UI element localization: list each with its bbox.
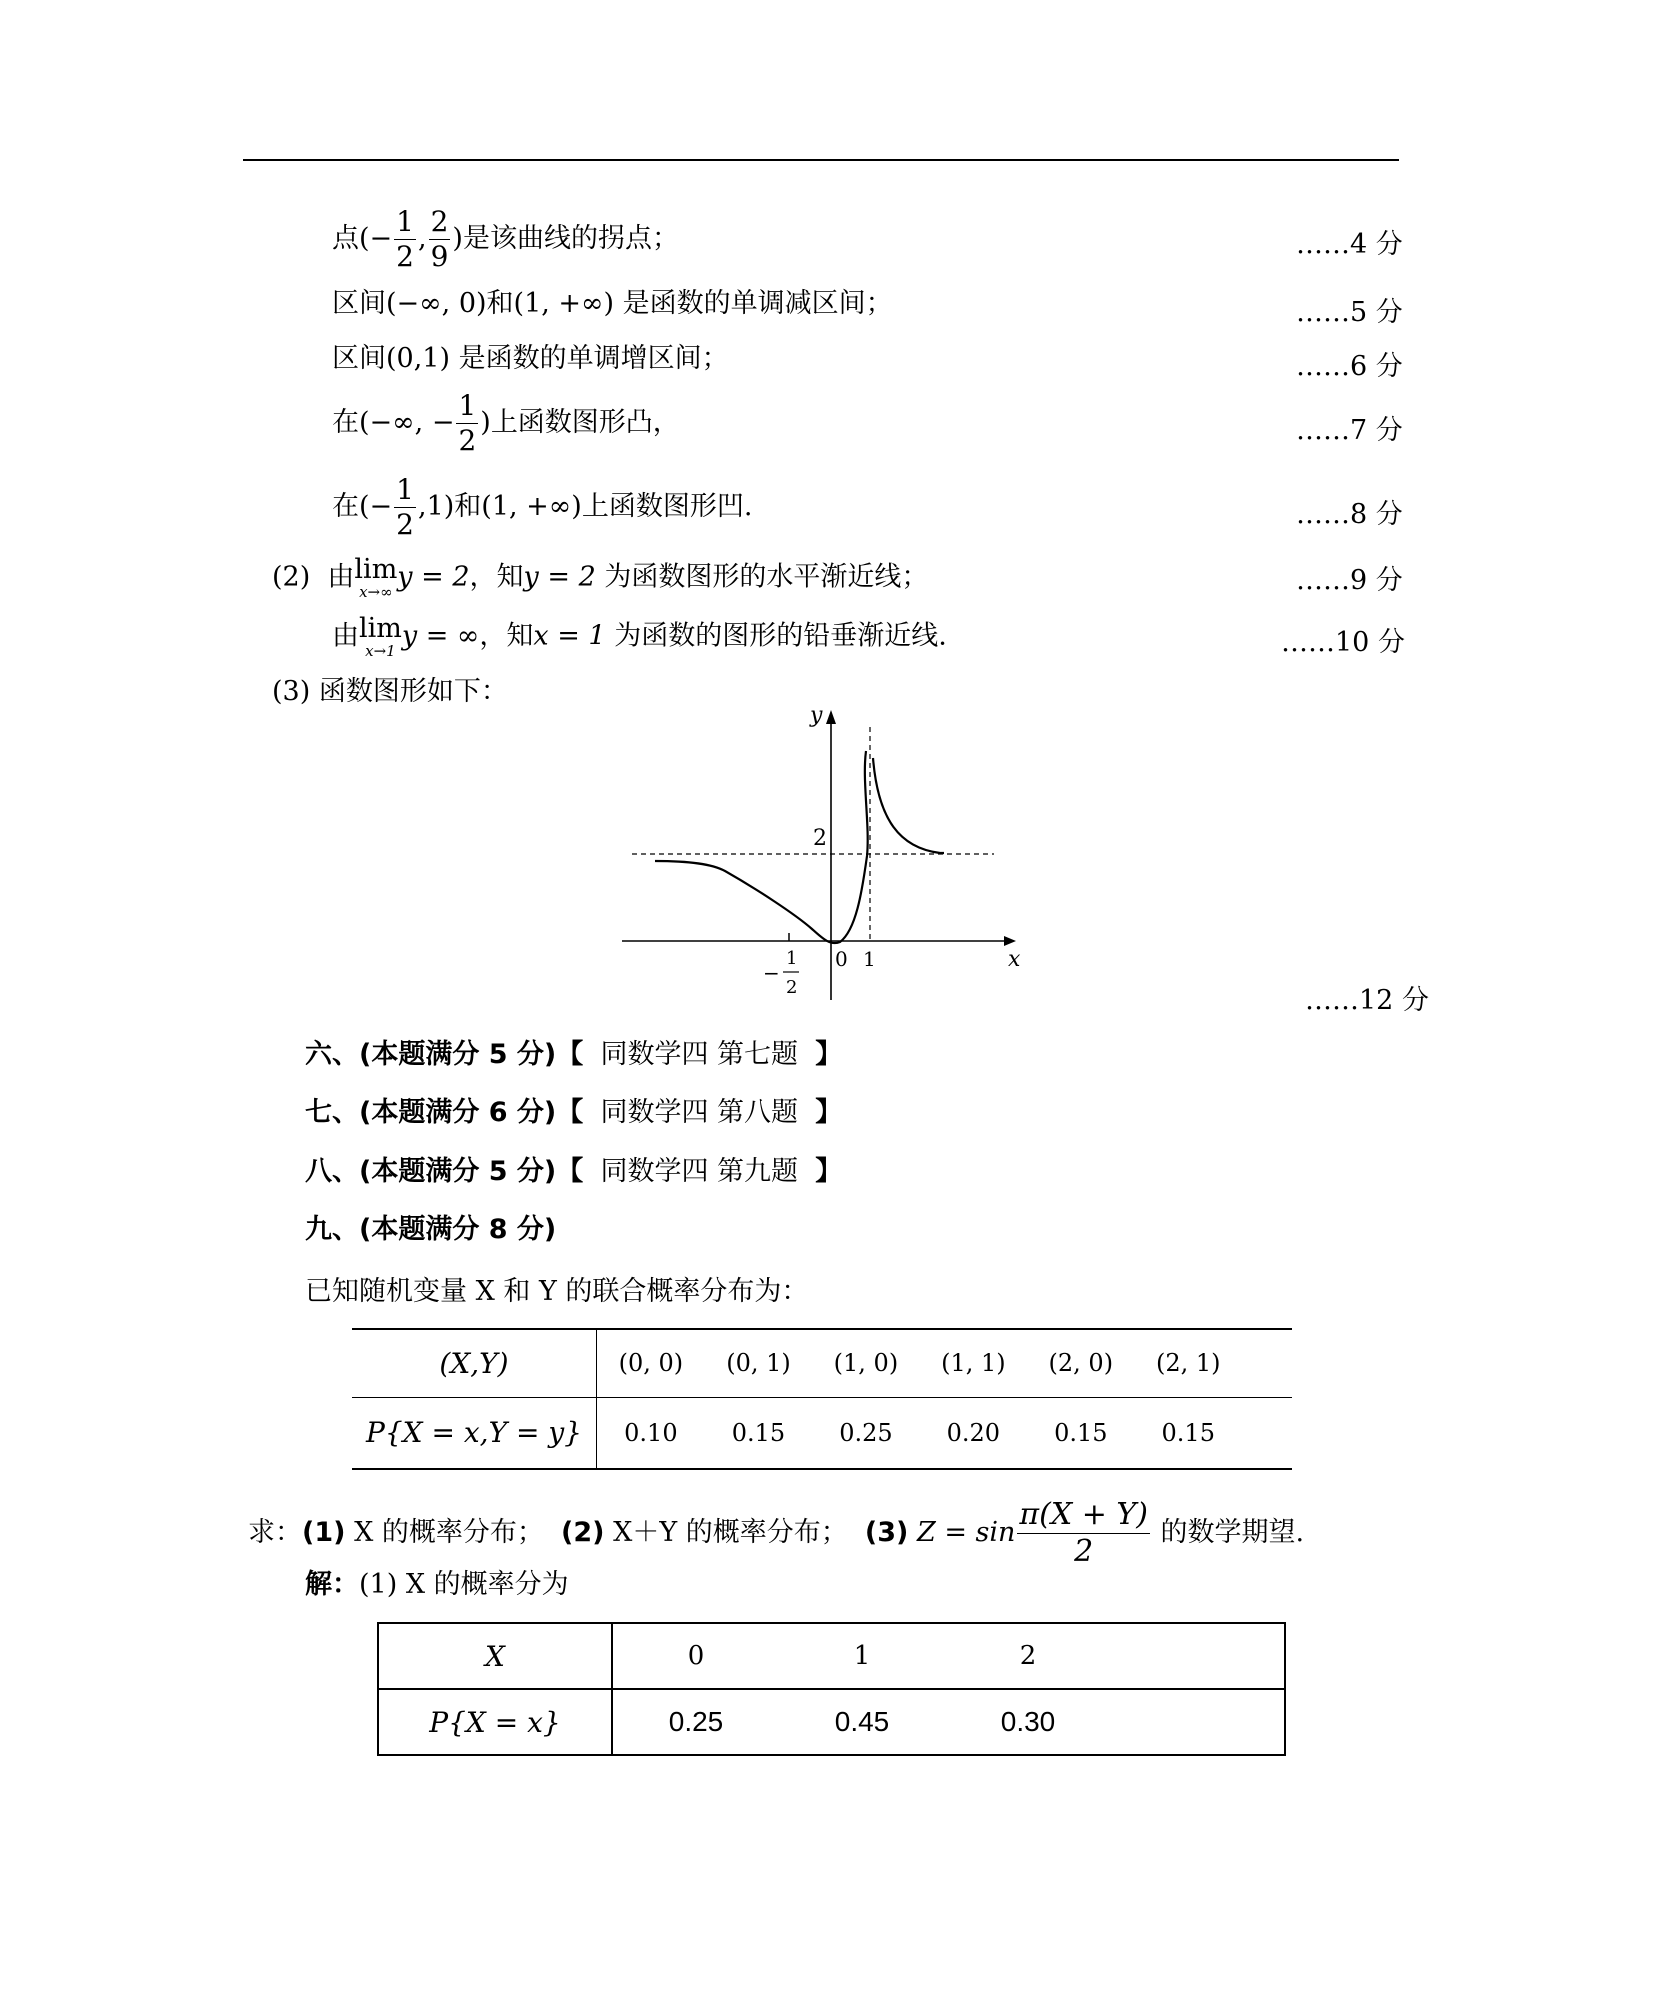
table-row [352,1397,1292,1469]
joint-header-cell: (2, 0) [1048,1349,1114,1378]
increasing-interval-line: 区间(0,1) 是函数的单调增区间； [332,343,729,374]
fraction-half: $\frac{1}{2}$ [396,473,414,541]
score-12: ……12 分 [1305,985,1429,1016]
joint-value-cell: 0.25 [839,1418,893,1447]
table-row [352,1329,1292,1397]
section-nine: 九、(本题满分 8 分) [305,1214,557,1245]
joint-value-cell: 0.10 [624,1418,678,1447]
problem-intro: 已知随机变量 X 和 Y 的联合概率分布为： [305,1276,809,1307]
joint-header-cell: (1, 0) [833,1349,899,1378]
joint-header-label: (X,Y) [352,1329,597,1397]
horizontal-asymptote-line: (2) 由 lim x→∞ y = 2，知y = 2 为函数图形的水平渐近线； [272,554,929,601]
score-8: ……8 分 [1296,499,1403,530]
table-row [378,1623,1285,1689]
marginal-header-cell: 1 [853,1641,871,1671]
fraction-two-ninths: $\frac{2}{9}$ [430,205,449,273]
neg-half-minus: − [763,961,780,985]
convex-line: 在(−∞, − $\frac{1}{2}$ )上函数图形凸， [332,389,680,457]
joint-header-cell: (0, 1) [726,1349,791,1378]
left-branch-curve [655,751,868,943]
y-axis-arrow [826,710,836,724]
marginal-header-label: X [378,1623,612,1689]
score-10: ……10 分 [1281,627,1405,658]
vertical-asymptote-line: 由 lim x→1 y = ∞，知x = 1 为函数的图形的铅垂渐近线. [332,613,947,660]
table-row [378,1689,1285,1755]
graph-intro-line: (3) 函数图形如下： [272,676,508,707]
joint-value-cell: 0.15 [1161,1418,1215,1447]
marginal-value-cell: 0.30 [1000,1706,1056,1737]
fraction-pi-x-plus-y: $\frac{\pi(X + Y)}{2}$ [1019,1497,1148,1569]
fraction-half: $\frac{1}{2}$ [458,389,477,457]
joint-header-cell: (2, 1) [1155,1349,1221,1378]
header-rule [243,159,1399,161]
right-branch-curve [873,758,944,853]
joint-value-cell: 0.20 [946,1418,1001,1447]
limit-expression: lim x→∞ [354,554,398,601]
x-axis-arrow [1004,936,1016,946]
marginal-value-cell: 0.45 [834,1706,890,1737]
neg-half-denominator: 2 [786,977,798,998]
origin-label: 0 [835,947,848,971]
solution-line: 解：(1) X 的概率分为 [305,1569,569,1600]
score-4: ……4 分 [1296,229,1403,260]
score-9: ……9 分 [1296,565,1403,596]
x-tick-label-1: 1 [863,947,876,971]
marginal-value-cell: 0.25 [668,1706,724,1737]
section-eight: 八、(本题满分 5 分)【 同数学四 第九题 】 [305,1156,843,1187]
score-7: ……7 分 [1296,415,1403,446]
limit-expression: lim x→1 [359,613,402,660]
joint-value-cell: 0.15 [731,1418,786,1447]
neg-half-numerator: 1 [786,948,798,969]
inflection-point-line: 点(− $\frac{1}{2}$ , $\frac{2}{9}$ )是该曲线的拐点； [332,205,679,273]
x-axis-label: x [1008,947,1021,972]
y-axis-label: y [810,703,823,728]
joint-value-cell: 0.15 [1054,1418,1108,1447]
marginal-header-cell: 2 [1019,1641,1037,1671]
marginal-header-cell: 0 [687,1641,705,1671]
concave-line: 在(− $\frac{1}{2}$ ,1)和(1, +∞)上函数图形凹. [332,473,753,541]
joint-header-cell: (0, 0) [618,1349,684,1378]
fraction-neg-half: $\frac{1}{2}$ [396,205,414,273]
decreasing-interval-line: 区间(−∞, 0)和(1, +∞) 是函数的单调减区间； [332,288,893,319]
y-tick-label-2: 2 [813,826,827,851]
marginal-row-label: P{X = x} [378,1689,612,1755]
joint-distribution-table [352,1328,1292,1470]
question-line: 求：(1) X 的概率分布； (2) X＋Y 的概率分布； (3) Z = sin $\frac{\pi(X + Y)}{2}$ 的数学期望. [248,1497,1305,1569]
section-seven: 七、(本题满分 6 分)【 同数学四 第八题 】 [305,1097,843,1128]
section-six: 六、(本题满分 5 分)【 同数学四 第七题 】 [305,1039,843,1070]
joint-row-label: P{X = x,Y = y} [352,1397,597,1469]
joint-header-cell: (1, 1) [941,1349,1006,1378]
marginal-distribution-table [377,1622,1286,1756]
score-5: ……5 分 [1296,297,1403,328]
score-6: ……6 分 [1296,351,1403,382]
